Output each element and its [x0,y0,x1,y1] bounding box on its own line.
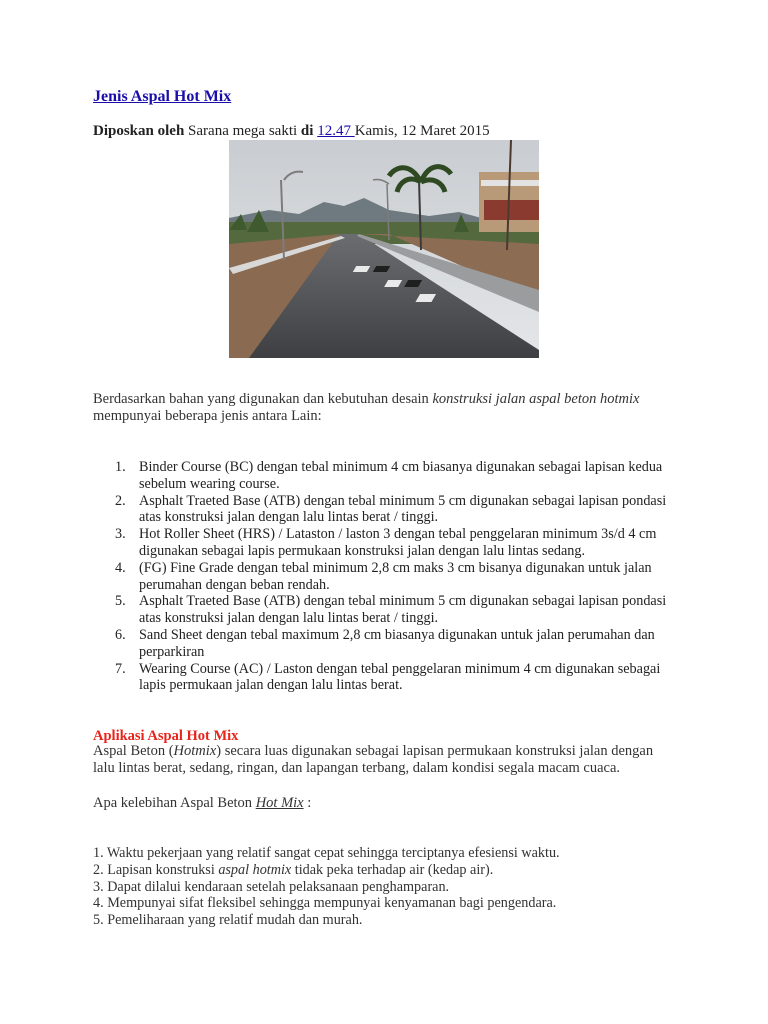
intro-italic: konstruksi jalan aspal beton hotmix [432,391,640,407]
list-text: Sand Sheet dengan tebal maximum 2,8 cm biasanya digunakan untuk jalan perumahan dan perparkiran [139,626,655,660]
list-number: 2. [115,492,126,509]
intro-text: Berdasarkan bahan yang digunakan dan kebutuhan desain [93,391,433,407]
application-italic: Hotmix [173,743,217,759]
list-item [115,593,673,627]
application-text-end: ) secara luas digunakan sebagai lapisan permukaan konstruksi jalan dengan lalu lintas berat, sedang, ringan, dan lapangan terbang, dalam kondisi segala macam cuaca. [93,743,654,776]
list-text: Hot Roller Sheet (HRS) / Lataston / laston 3 dengan tebal penggelaran minimum 3s/d 4 cm digunakan sebagai lapis permukaan konstruksi jalan dengan lalu lintas sedang. [139,526,657,559]
application-text: Aspal Beton ( [93,743,174,759]
question-underlined: Hot Mix [255,795,304,811]
list-text: Asphalt Traeted Base (ATB) dengan tebal minimum 5 cm digunakan sebagai lapisan pondasi atas konstruksi jalan dengan lalu lintas berat / tinggi. [139,593,667,627]
asphalt-types-list [93,459,673,694]
benefit-text: 2. Lapisan konstruksi [93,861,219,878]
list-number: 7. [115,660,126,677]
list-item [115,626,673,661]
list-text: Asphalt Traeted Base (ATB) dengan tebal minimum 5 cm digunakan sebagai lapisan pondasi atas konstruksi jalan dengan lalu lintas berat / tinggi. [139,492,667,526]
list-item [115,660,673,695]
benefit-italic: aspal hotmix [218,861,292,878]
list-number: 3. [115,526,126,543]
list-item: 1. Waktu pekerjaan yang relatif sangat cepat sehingga terciptanya efesiensi waktu. [93,845,560,861]
list-item [115,559,673,594]
posted-by-label: Diposkan oleh [93,123,185,139]
application-paragraph [93,743,675,777]
list-number: 5. [115,593,126,610]
list-item [115,492,673,527]
benefits-list [93,845,560,929]
list-item: 3. Dapat dilalui kendaraan setelah pelaksanaan penghamparan. [93,878,450,895]
post-date: Kamis, 12 Maret 2015 [354,123,490,139]
list-number: 4. [115,559,126,576]
list-item [115,459,673,493]
byline [93,123,490,140]
author-name: Sarana mega sakti [184,123,301,139]
application-heading: Aplikasi Aspal Hot Mix [93,728,239,744]
intro-text-end: mempunyai beberapa jenis antara Lain: [93,408,322,424]
list-number: 1. [115,459,126,475]
at-label: di [300,123,314,139]
list-item: 5. Pemeliharaan yang relatif mudah dan murah. [93,912,363,929]
question-text-end: : [303,795,312,811]
road-photo [229,140,539,358]
benefits-question [93,795,311,812]
list-text: (FG) Fine Grade dengan tebal minimum 2,8 cm maks 3 cm bisanya digunakan untuk jalan perumahan dengan beban rendah. [139,559,652,593]
list-item [93,862,560,879]
question-text: Apa kelebihan Aspal Beton [93,795,256,811]
intro-paragraph [93,391,673,425]
benefit-text-end: tidak peka terhadap air (kedap air). [291,861,494,878]
list-text: Wearing Course (AC) / Laston dengan tebal penggelaran minimum 4 cm digunakan sebagai lapis permukaan jalan dengan lalu lintas berat. [139,660,661,694]
list-item [115,526,673,560]
list-item: 4. Mempunyai sifat fleksibel sehingga mempunyai kenyamanan bagi pengendara. [93,895,557,912]
article-title-link[interactable]: Jenis Aspal Hot Mix [93,88,232,105]
post-time-link[interactable]: 12.47 [317,123,355,139]
list-text: Binder Course (BC) dengan tebal minimum 4 cm biasanya digunakan sebagai lapisan kedua sebelum wearing course. [139,459,663,492]
list-number: 6. [115,626,126,643]
